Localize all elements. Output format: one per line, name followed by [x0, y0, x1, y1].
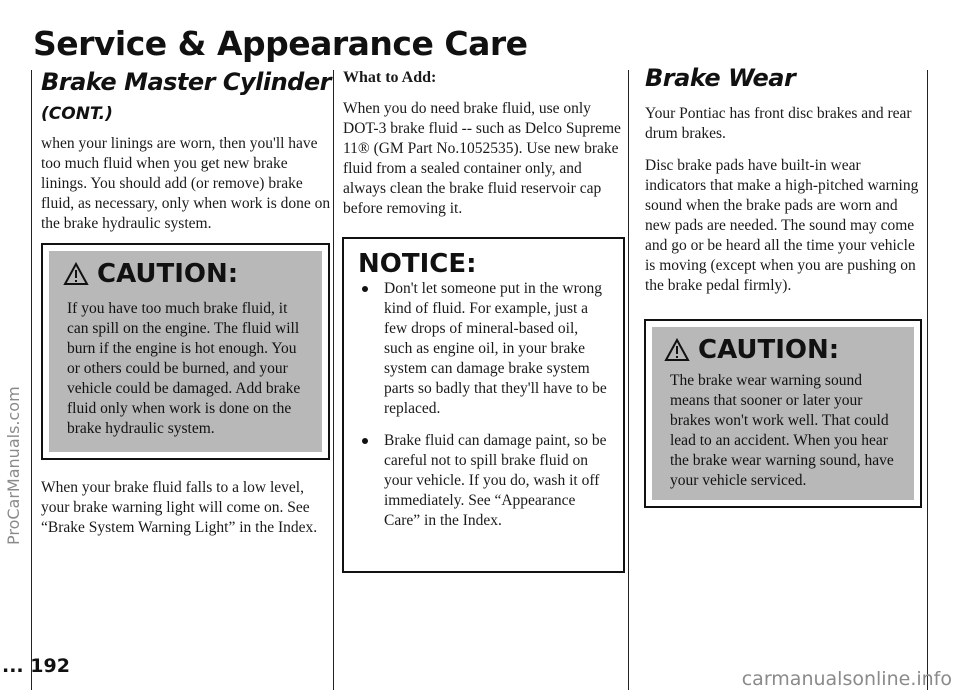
notice-item: Don't let someone put in the wrong kind of fluid. For example, just a few drops of mineral-based oil, such as engine oil, in your brake system can damage brake system parts so badly that they'll have to be replaced. — [358, 279, 608, 419]
caution-label: CAUTION: — [698, 335, 840, 365]
caution-box-brake-wear — [644, 319, 922, 508]
column-what-to-add — [343, 69, 627, 219]
caution-label: CAUTION: — [97, 259, 239, 289]
warning-triangle-icon — [63, 262, 89, 286]
caution-text: If you have too much brake fluid, it can spill on the engine. The fluid will burn if the engine is hot enough. You or others could be burned, and your vehicle could be damaged. Add brake fluid only when work is done on the brake hydraulic system. — [67, 300, 301, 437]
caution-text: The brake wear warning sound means that sooner or later your brakes won't work well. That could lead to an accident. When you hear the brake wear warning sound, have your vehicle serviced. — [670, 372, 894, 489]
caution-box-fluid — [41, 243, 330, 460]
watermark-side: ProCarManuals.com — [4, 386, 23, 545]
caution-heading — [664, 335, 839, 365]
notice-box — [342, 237, 625, 573]
notice-item: Brake fluid can damage paint, so be careful not to spill brake fluid on your vehicle. If you do, wash it off immediately. See “Appearance Care” in the Index. — [358, 431, 608, 531]
page-number: ... 192 — [2, 655, 70, 677]
what-to-add-body: When you do need brake fluid, use only DOT-3 brake fluid -- such as Delco Supreme 11® (GM Part No.1052535). Use new brake fluid from a sealed container only, and always clean the brake fluid reservoir cap before removing it. — [343, 100, 621, 217]
column-rule-far-right — [927, 70, 928, 690]
column-brake-master-cylinder — [41, 68, 331, 234]
column-rule-left — [31, 70, 32, 690]
brake-wear-paragraph-2: Disc brake pads have built-in wear indicators that make a high-pitched warning sound when the brake pads are worn and new pads are needed. The sound may come and go or be heard all the time your vehicle is moving (except when you are pushing on the brake pedal firmly). — [645, 157, 919, 294]
what-to-add-heading: What to Add: — [343, 69, 437, 86]
brake-wear-paragraph-1: Your Pontiac has front disc brakes and rear drum brakes. — [645, 105, 912, 142]
column-rule-right — [628, 70, 629, 690]
section-subheading-cont: (CONT.) — [41, 104, 113, 124]
page-title: Service & Appearance Care — [33, 24, 528, 63]
watermark-bottom: carmanualsonline.info — [741, 668, 952, 690]
caution-heading — [63, 259, 238, 289]
section-heading-brake-master-cylinder: Brake Master Cylinder — [41, 68, 331, 96]
column-rule-middle — [333, 70, 334, 690]
outro-paragraph: When your brake fluid falls to a low level, your brake warning light will come on. See “Brake System Warning Light” in the Index. — [41, 479, 318, 536]
notice-list — [358, 279, 608, 543]
warning-triangle-icon — [664, 338, 690, 362]
section-heading-brake-wear: Brake Wear — [645, 64, 796, 92]
column-brake-wear — [645, 64, 925, 296]
notice-heading: NOTICE: — [358, 249, 477, 279]
intro-paragraph: when your linings are worn, then you'll have too much fluid when you get new brake linings. You should add (or remove) brake fluid, as necessary, only when work is done on the brake hydraulic system. — [41, 135, 331, 232]
